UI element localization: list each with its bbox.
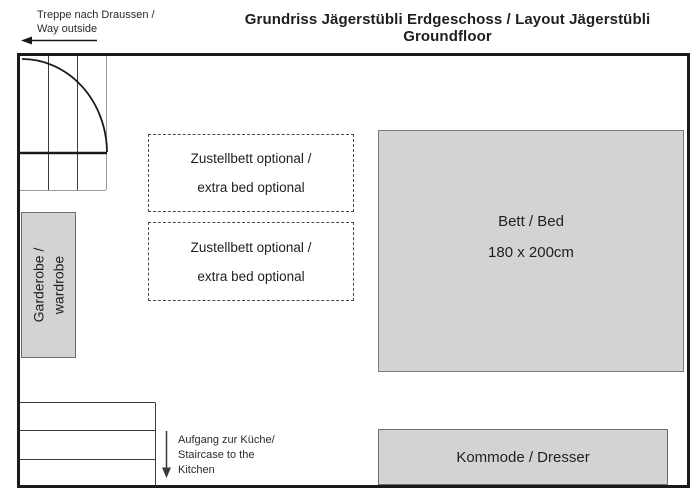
arrow-left-icon [21,37,97,45]
extra-bed-2-line1: Zustellbett optional / [190,239,312,255]
dresser-label: Kommode / Dresser [456,448,590,466]
kitchen-stairs-label-line1: Aufgang zur Küche/ [178,434,275,446]
outside-staircase [18,56,107,191]
door-swing-arc [22,59,107,152]
outside-stairs-label-line1: Treppe nach Draussen / [37,9,155,21]
bed-label: Bett / Bed [498,213,564,230]
outside-stairs-label-line2: Way outside [37,23,98,35]
kitchen-stairs-label [178,433,275,478]
extra-bed-1-line2: extra bed optional [197,180,305,195]
outside-stairs-label [37,8,155,36]
extra-bed-1-line1: Zustellbett optional / [190,151,312,166]
kitchen-steps [20,403,156,488]
extra-bed-box-2 [148,222,354,301]
page-title: Grundriss Jägerstübli Erdgeschoss / Layout Jägerstübli Groundfloor [244,11,651,45]
wardrobe [21,212,76,358]
dresser [378,429,668,485]
extra-bed-2-line2: extra bed optional [197,268,305,284]
kitchen-stairs-label-line3: Kitchen [178,464,215,476]
kitchen-stairs-label-line2: Staircase to the [178,449,255,461]
bed [378,130,684,372]
bed-size-label: 180 x 200cm [488,244,574,261]
wardrobe-label-line2: wardrobe [50,255,67,315]
wardrobe-label [29,248,69,323]
extra-bed-box-1 [148,134,354,212]
wardrobe-label-line1: Garderobe / [30,247,47,323]
arrow-down-icon [162,431,171,478]
